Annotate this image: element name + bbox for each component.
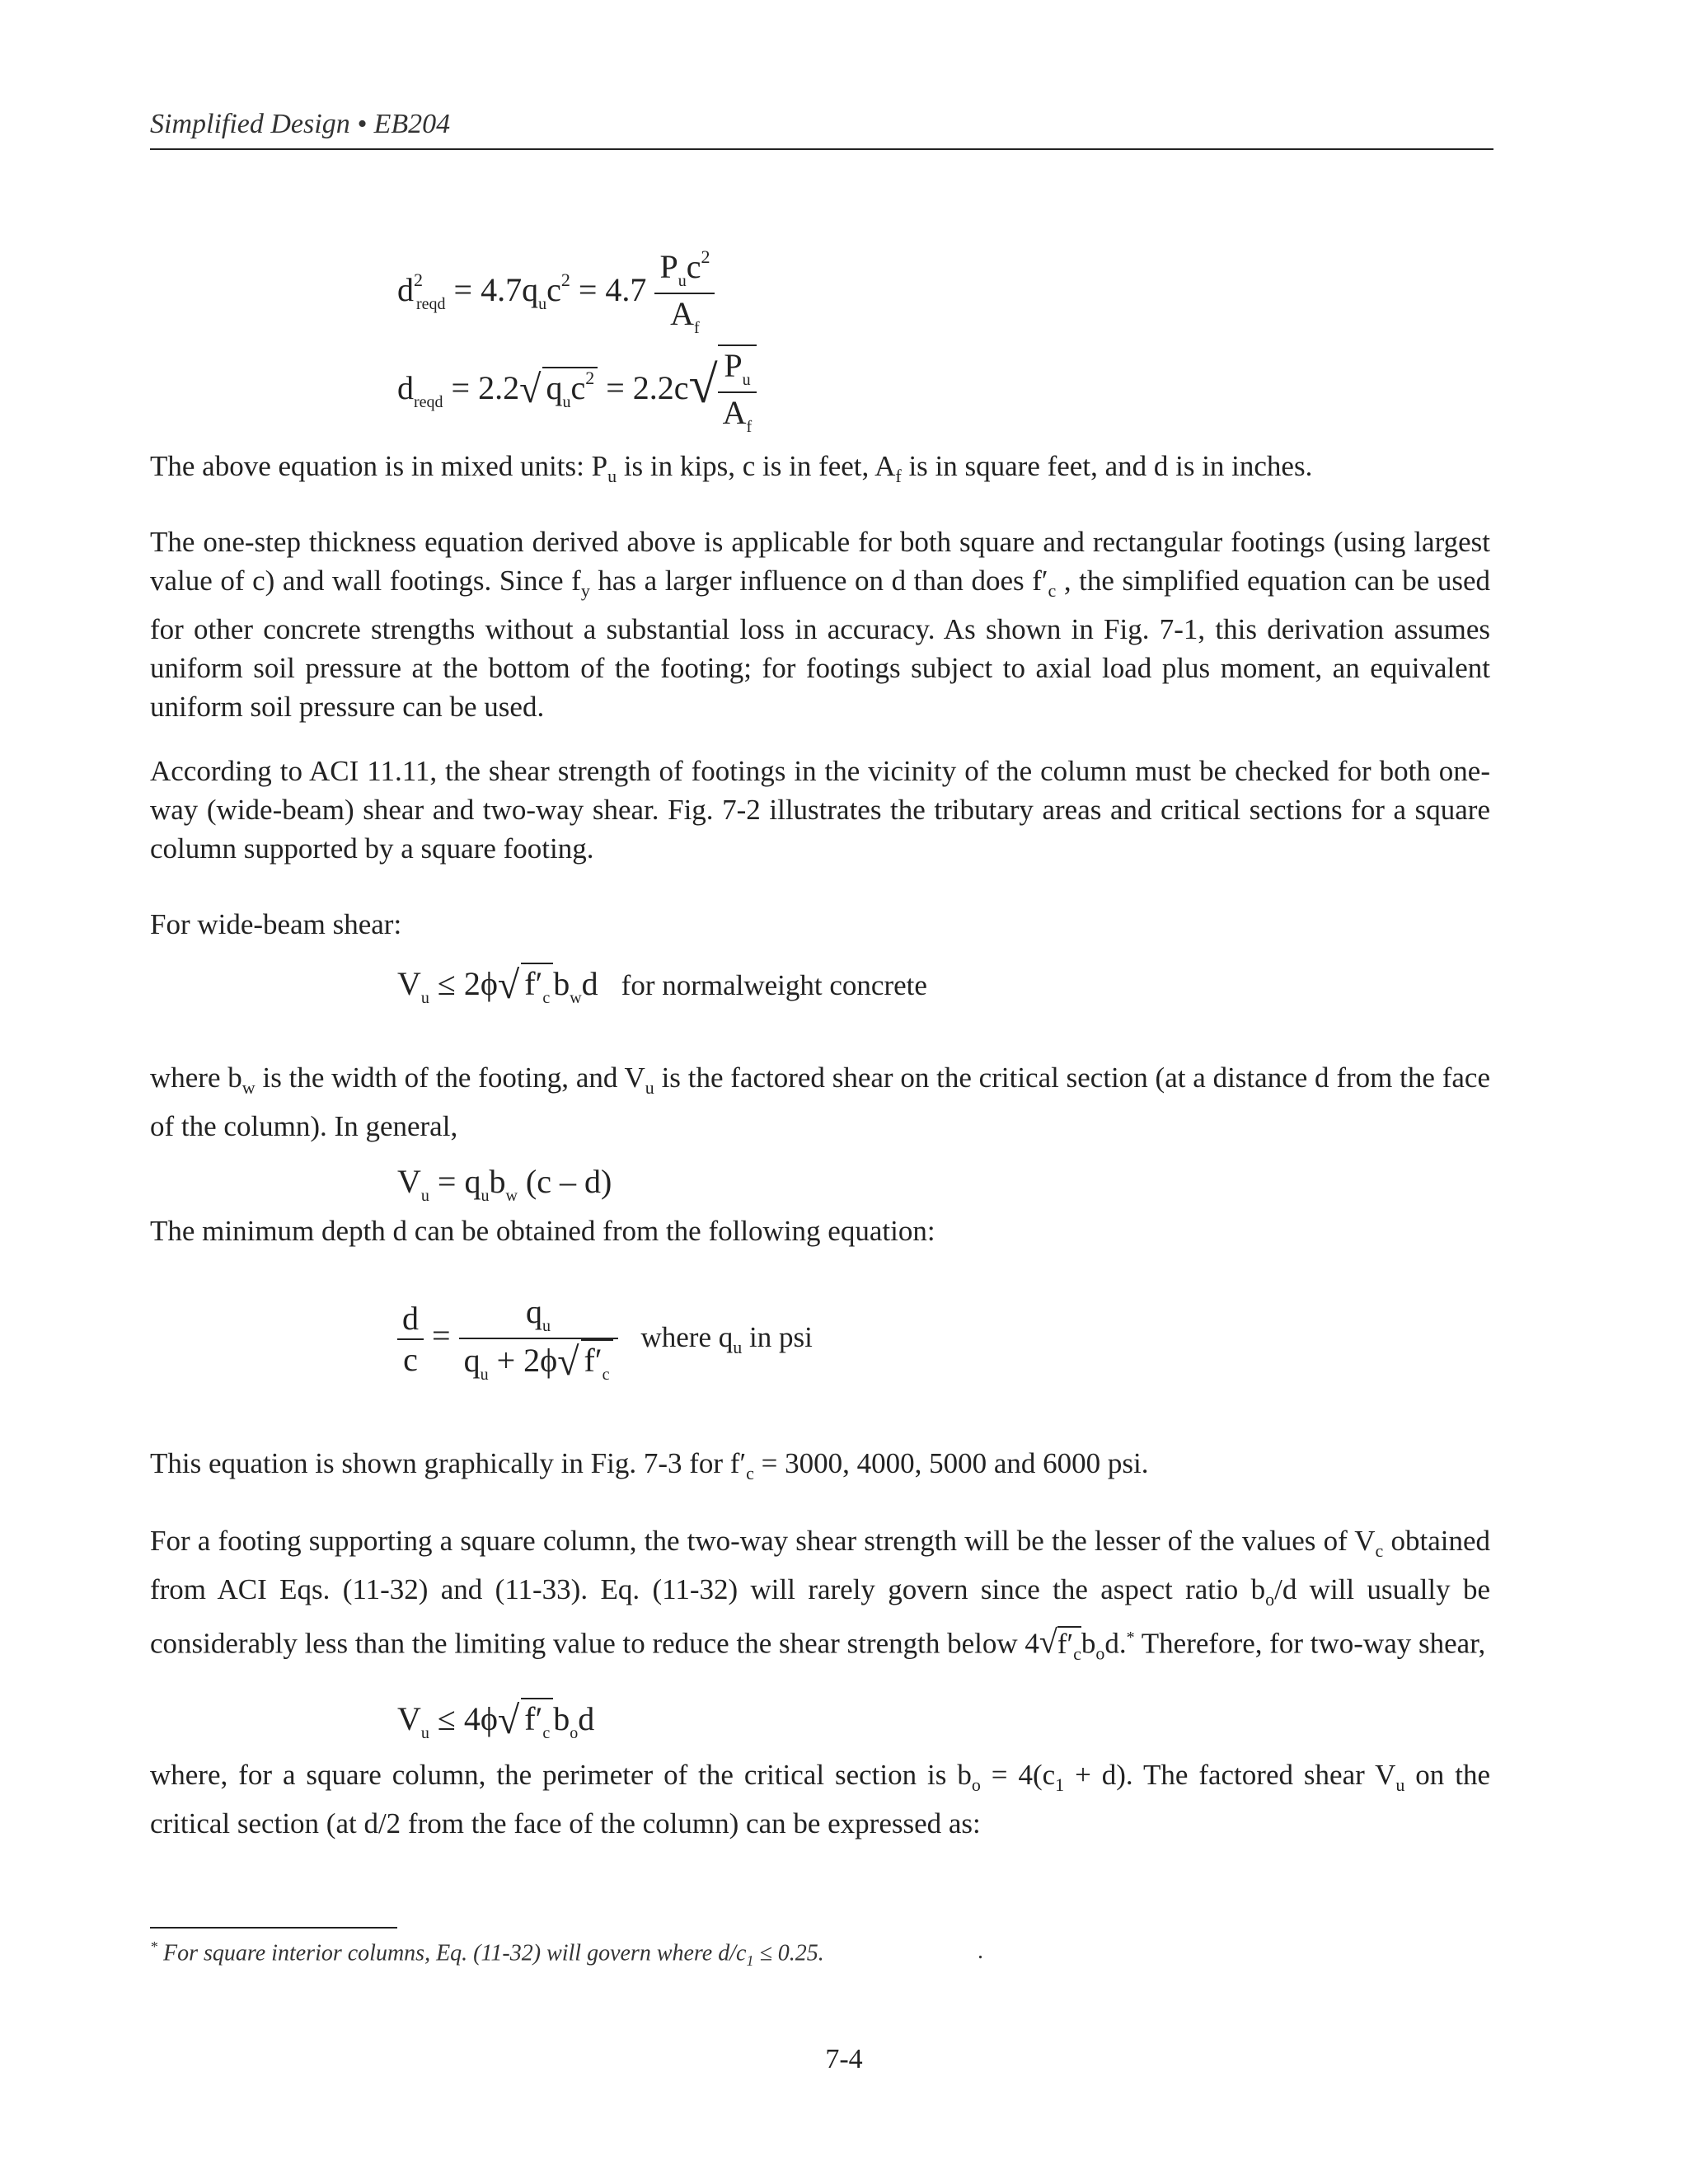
equation-vu-general: $V_u = q_ub_w$ (c – d) xyxy=(397,1163,612,1205)
footnote-dot: . xyxy=(978,1938,983,1964)
header-rule xyxy=(150,148,1493,150)
paragraph-shear-strength: According to ACI 11.11, the shear strength of footings in the vicinity of the column must be checked for both one-way (wide-beam) shear and two-way shear. Fig. 7-2 illustrates the tributary areas and critical sections for a square column supported by a square footing. xyxy=(150,755,1490,865)
paragraph-graphical: This equation is shown graphically in Fig. 7-3 for $f'_c = 3000$, 4000, 5000 and 6000 psi. xyxy=(150,1447,1149,1483)
paragraph-two-way-shear: For a footing supporting a square column, the two-way shear strength will be the lesser of the values of $V_c$ obtained from ACI Eqs. (11-32) and (11-33). Eq. (11-32) will rarely govern since the aspect ratio $b_o/d$ will usually be considerably less than the limiting value to reduce the shear strength below $4√f'_cb_od.^*$ Therefore, for two-way shear, xyxy=(150,1525,1491,1664)
paragraph-one-step-equation: The one-step thickness equation derived above is applicable for both square and rectangular footings (using largest value of c) and wall footings. Since $f_y$ has a larger influence on d than does $f'_c$ , the simplified equation can be used for other concrete strengths without a substantial loss in accuracy. As shown in Fig. 7-1, this derivation assumes uniform soil pressure at the bottom of the footing; for footings subject to axial load plus moment, an equivalent uniform soil pressure can be used. xyxy=(150,526,1490,723)
equation-d-over-c: $\frac{d}{c}$ = $\frac{q_u}{q_u + 2\phi√ f'_c}$ where $q_u$ in psi xyxy=(397,1292,813,1386)
paragraph-wide-beam-intro: For wide-beam shear: xyxy=(150,908,402,940)
running-header: Simplified Design • EB204 xyxy=(150,109,451,139)
equation-wide-beam-shear: $V_u \le 2\phi√$ $f'_c$ $b_wd$ for normalweight concrete xyxy=(397,963,927,1010)
fraction-pu-c2-over-af: $\frac{P_uc^2}{A_f}$ xyxy=(654,247,715,340)
footnote-rule xyxy=(150,1927,397,1929)
paragraph-units: The above equation is in mixed units: $P_u$ is in kips, c is in feet, $A_f$ is in square feet, and d is in inches. xyxy=(150,450,1313,486)
equation-d-reqd: $d_{reqd} = 2.2√$ $q_uc^2 = 2.2c√$ $\frac{P_u}{A_f}$ xyxy=(397,344,757,438)
page-number: 7-4 xyxy=(825,2044,863,2074)
paragraph-bw-definition: where $b_w$ is the width of the footing, and $V_u$ is the factored shear on the critical section (at a distance d from the face of the column). In general, xyxy=(150,1062,1490,1142)
paragraph-perimeter: where, for a square column, the perimeter of the critical section is $b_o = 4(c_1 + d)$. The factored shear $V_u$ on the critical section (at d/2 from the face of the column) can be expressed as: xyxy=(150,1759,1490,1840)
footnote: * For square interior columns, Eq. (11-32) will govern where $d/c_1 \le 0.25$. xyxy=(150,1938,824,1969)
paragraph-minimum-depth: The minimum depth d can be obtained from the following equation: xyxy=(150,1215,935,1247)
equation-d-squared: $d^2_{reqd} = 4.7q_uc^2 = 4.7$ $\frac{P_uc^2}{A_f}$ xyxy=(397,247,715,340)
equation-two-way-shear: $V_u \le 4\phi√$ $f'_c$ $b_od$ xyxy=(397,1698,594,1745)
